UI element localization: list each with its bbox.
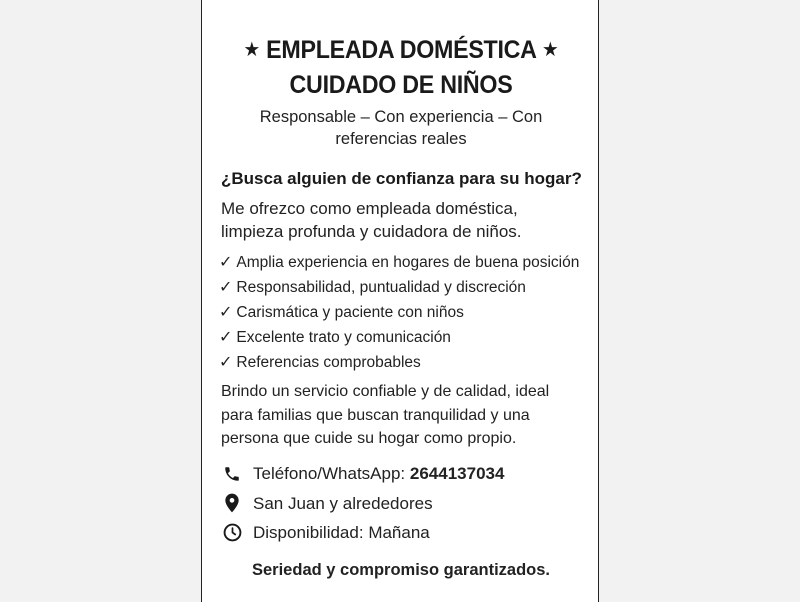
offer-line: Me ofrezco como empleada doméstica, — [221, 199, 518, 218]
list-item — [219, 351, 579, 376]
feature-text: Excelente trato y comunicación — [236, 329, 451, 346]
ad-subtitle: Responsable – Con experiencia – Con referencias reales — [259, 108, 543, 148]
description-line: para familias que buscan tranquilidad y una — [221, 406, 530, 424]
title-text-1: EMPLEADA DOMÉSTICA — [266, 36, 536, 64]
phone-label: Teléfono/WhatsApp: — [253, 464, 406, 484]
check-icon: ✓ — [219, 304, 233, 321]
check-icon: ✓ — [219, 329, 233, 346]
check-icon: ✓ — [219, 254, 233, 271]
clock-icon — [221, 522, 243, 544]
ad-closing: Seriedad y compromiso garantizados. — [252, 561, 550, 579]
contact-info — [221, 459, 504, 548]
ad-title-line2: CUIDADO DE NIÑOS — [289, 71, 513, 99]
star-icon: ★ — [542, 39, 559, 61]
availability-label: Disponibilidad: — [253, 523, 364, 543]
offer-line: limpieza profunda y cuidadora de niños. — [221, 222, 522, 241]
feature-text: Responsabilidad, puntualidad y discreción — [236, 279, 526, 296]
classified-ad — [201, 0, 599, 602]
availability-value: Mañana — [368, 523, 430, 543]
ad-description — [221, 380, 549, 451]
description-line: persona que cuide su hogar como propio. — [221, 430, 517, 447]
ad-title-line1 — [216, 36, 586, 65]
list-item — [219, 326, 579, 351]
ad-question: ¿Busca alguien de confianza para su hogar? — [221, 169, 582, 188]
feature-text: Referencias comprobables — [236, 354, 421, 371]
feature-list — [219, 251, 579, 376]
star-icon: ★ — [243, 39, 260, 61]
feature-text: Carismática y paciente con niños — [236, 304, 464, 321]
location-pin-icon — [221, 492, 243, 514]
list-item — [219, 251, 579, 276]
list-item — [219, 276, 579, 301]
contact-availability — [221, 518, 504, 548]
check-icon: ✓ — [219, 354, 233, 371]
description-line: Brindo un servicio confiable y de calidad, ideal — [221, 383, 550, 400]
phone-icon — [221, 463, 243, 485]
contact-location — [221, 489, 504, 519]
ad-offer — [221, 197, 522, 243]
phone-number: 2644137034 — [409, 464, 505, 484]
contact-phone — [221, 459, 504, 489]
check-icon: ✓ — [219, 279, 233, 296]
feature-text: Amplia experiencia en hogares de buena posición — [236, 254, 580, 271]
location-text: San Juan y alrededores — [253, 493, 433, 513]
list-item — [219, 301, 579, 326]
